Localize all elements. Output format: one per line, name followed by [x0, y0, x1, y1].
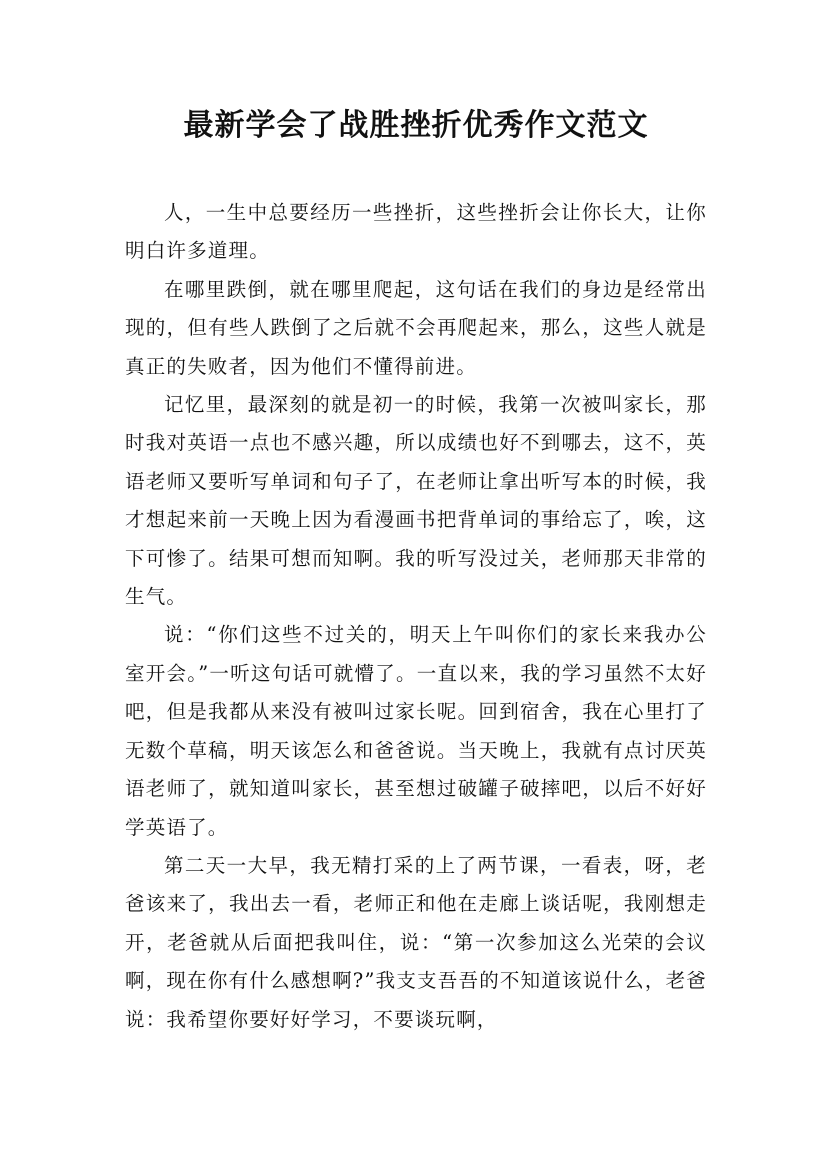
paragraph-1: 人，一生中总要经历一些挫折，这些挫折会让你长大，让你明白许多道理。 — [125, 201, 707, 263]
paragraph-2: 在哪里跌倒，就在哪里爬起，这句话在我们的身边是经常出现的，但有些人跌倒了之后就不会再爬起来，那么，这些人就是真正的失败者，因为他们不懂得前进。 — [125, 277, 707, 378]
paragraph-4: 说：“你们这些不过关的，明天上午叫你们的家长来我办公室开会。”一听这句话可就懵了。一直以来，我的学习虽然不太好吧，但是我都从来没有被叫过家长呢。回到宿舍，我在心里打了无数个草稿，明天该怎么和爸爸说。当天晚上，我就有点讨厌英语老师了，就知道叫家长，甚至想过破罐子破摔吧，以后不好好学英语了。 — [125, 623, 707, 839]
paragraph-3: 记忆里，最深刻的就是初一的时候，我第一次被叫家长，那时我对英语一点也不感兴趣，所以成绩也好不到哪去，这不，英语老师又要听写单词和句子了，在老师让拿出听写本的时候，我才想起来前一天晚上因为看漫画书把背单词的事给忘了，唉，这下可惨了。结果可想而知啊。我的听写没过关，老师那天非常的生气。 — [125, 393, 707, 609]
paragraph-5: 第二天一大早，我无精打采的上了两节课，一看表，呀，老爸该来了，我出去一看，老师正和他在走廊上谈话呢，我刚想走开，老爸就从后面把我叫住，说：“第一次参加这么光荣的会议啊，现在你有什么感想啊?”我支支吾吾的不知道该说什么，老爸说：我希望你要好好学习，不要谈玩啊， — [125, 853, 707, 1031]
document-body — [125, 194, 707, 1039]
document-title: 最新学会了战胜挫折优秀作文范文 — [183, 108, 649, 143]
